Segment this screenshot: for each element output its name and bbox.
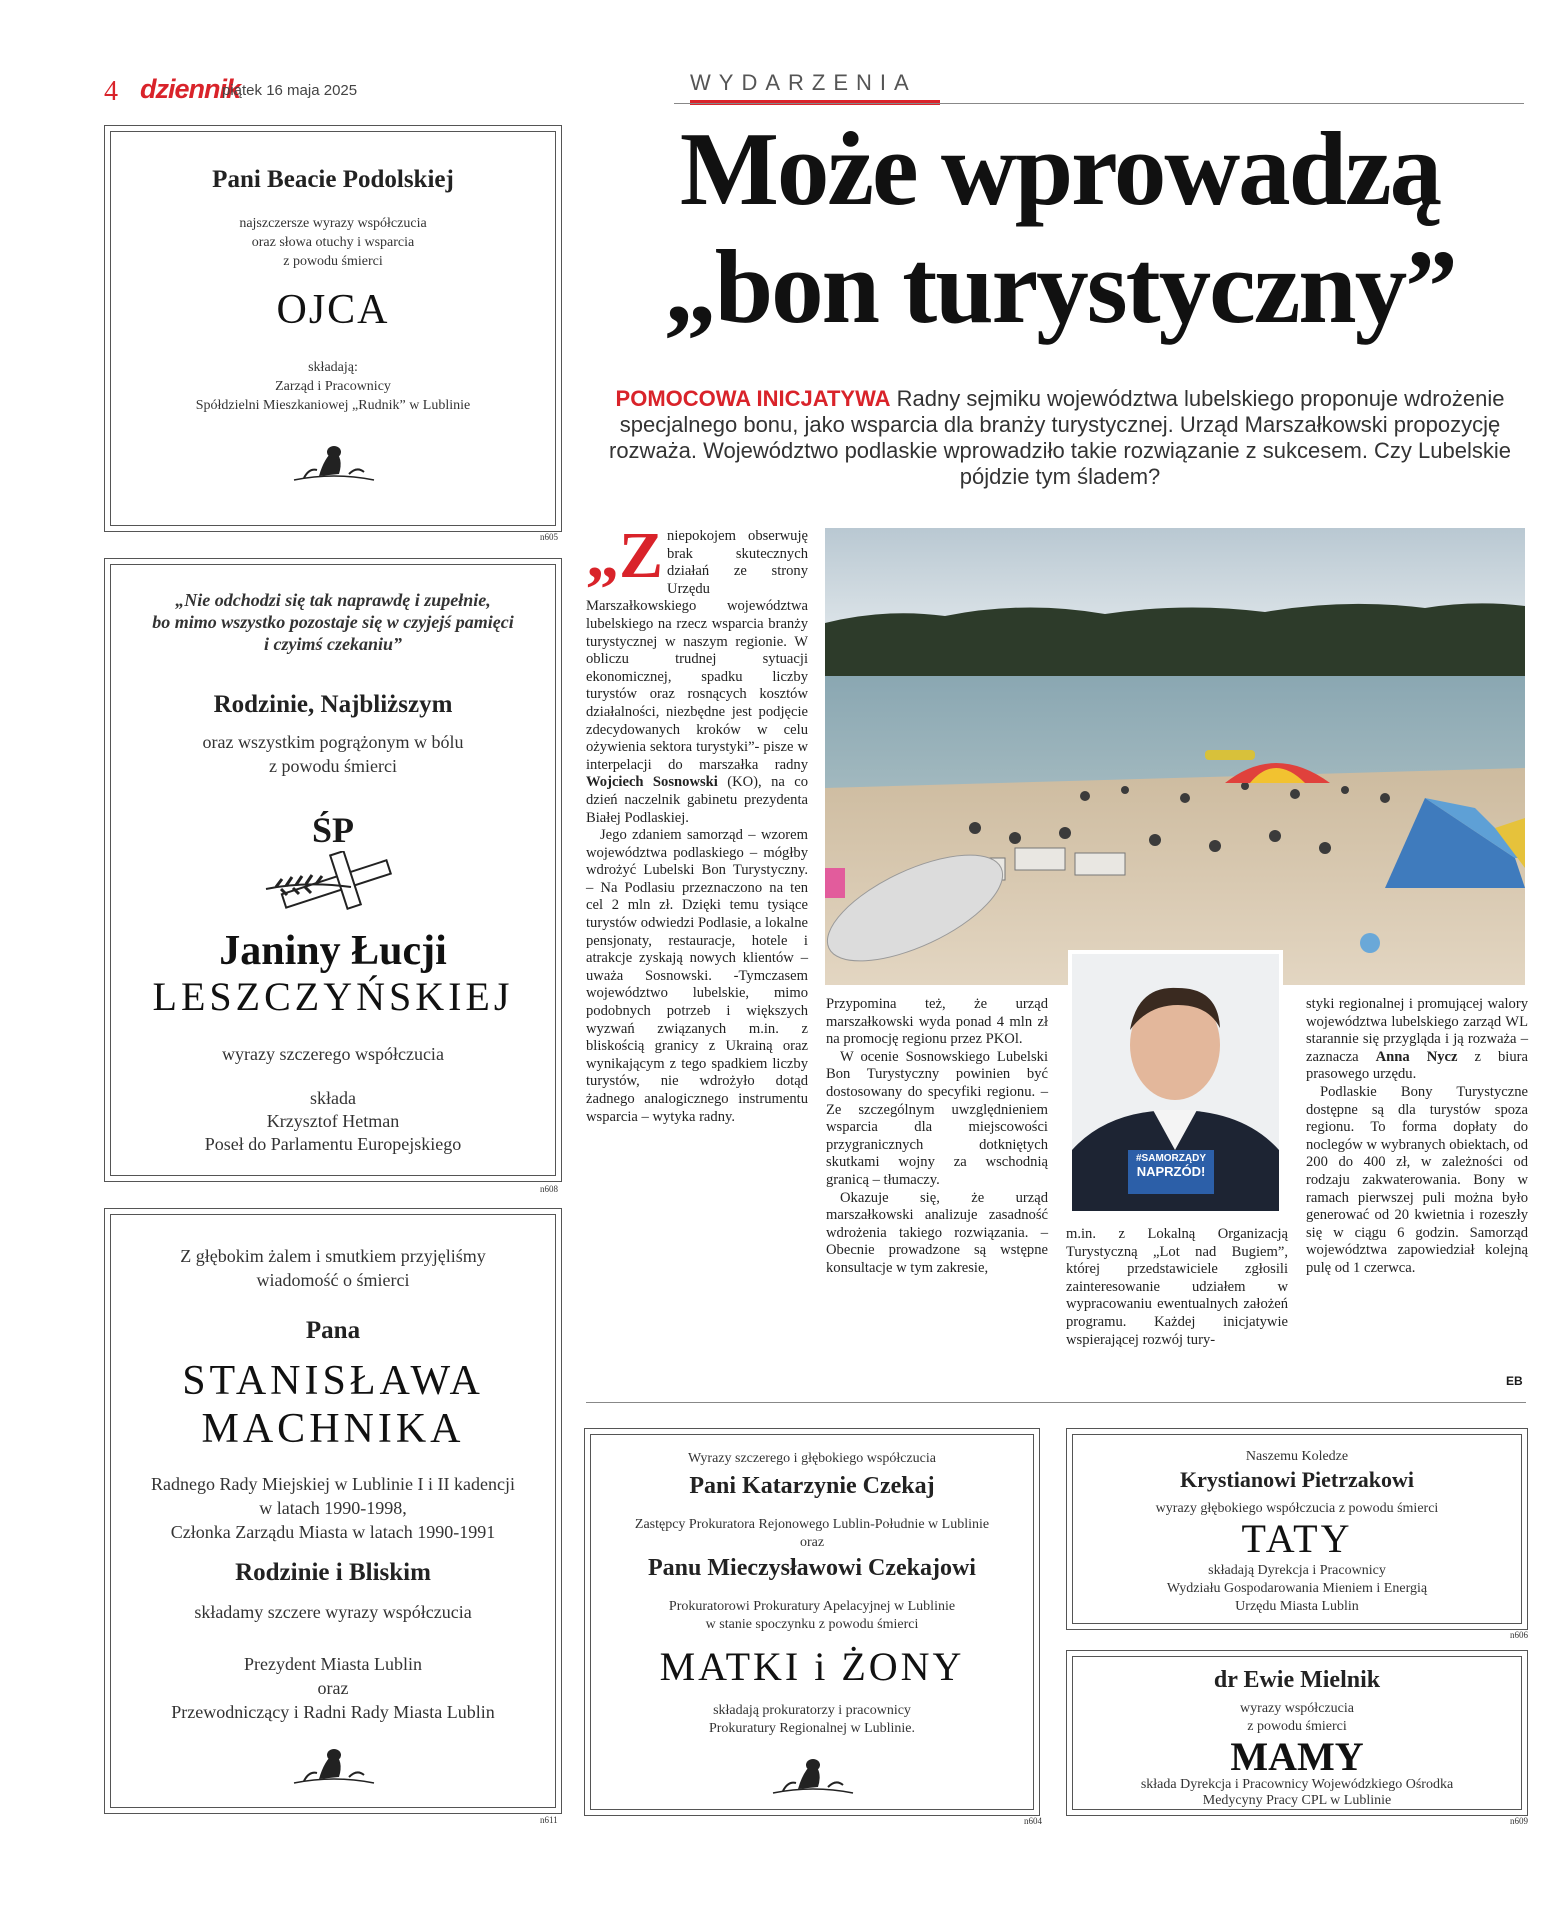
- obituary-text: Radnego Rady Miejskiej w Lublinie I i II kadencji: [151, 1474, 515, 1494]
- badge-line: #SAMORZĄDY: [1135, 1153, 1206, 1164]
- lead-text: Radny sejmiku województwa lubelskiego proponuje wdrożenie specjalnego bonu, jako wsparcia dla branży turystycznej. Urząd Marszałkowski propozycję rozważa. Województwo podlaskie wprowadziło takie rozwiązanie z sukcesem. Czy Lubelskie pójdzie tym śladem?: [609, 386, 1511, 489]
- obituary-signature: Przewodniczący i Radni Rady Miasta Lublin: [171, 1702, 495, 1722]
- obituary-signature: składają prokuratorzy i pracownicy: [713, 1703, 911, 1718]
- quote-line: „Nie odchodzi się tak naprawdę i zupełnie,: [175, 590, 491, 610]
- obituary-title: Pana: [305, 1317, 361, 1344]
- obituary-text: wyrazy współczucia: [1240, 1701, 1354, 1716]
- obituary-recipient: Panu Mieczysławowi Czekajowi: [648, 1555, 976, 1581]
- obituary-text: Prokuratorowi Prokuratury Apelacyjnej w Lublinie: [668, 1599, 956, 1614]
- newspaper-logo: dziennik: [140, 74, 241, 104]
- person-name: Wojciech Sosnowski: [586, 774, 718, 791]
- obituary-text: wiadomość o śmierci: [256, 1270, 410, 1290]
- page-number: 4: [104, 76, 118, 107]
- badge-line: NAPRZÓD!: [1136, 1164, 1206, 1179]
- ad-code: n606: [1510, 1630, 1528, 1640]
- lead-kicker: POMOCOWA INICJATYWA: [615, 386, 891, 411]
- article-text: z biura prasowego urzędu.: [1306, 1048, 1528, 1083]
- obituary-text: z powodu śmierci: [269, 756, 397, 776]
- obituary-text: w stanie spoczynku z powodu śmierci: [705, 1617, 919, 1632]
- flower-branch-icon: [289, 1743, 379, 1789]
- article-paragraph: W ocenie Sosnowskiego Lubelski Bon Turystyczny powinien być dostosowany do specyfiki regionu. – Ze szczególnym uwzględnieniem wsparcia dla miejscowości przygranicznych dotkniętych skutkami wojny za wschodnią granicą – tłumaczy.: [826, 1048, 1048, 1188]
- article-paragraph: Przypomina też, że urząd marszałkowski wyda ponad 4 mln zł na promocję regionu przez PKOl.: [826, 996, 1048, 1048]
- drop-cap: „Z: [586, 519, 664, 592]
- obituary-text: Wyrazy szczerego i głębokiego współczucia: [688, 1451, 936, 1466]
- obituary-signature: Urzędu Miasta Lublin: [1235, 1599, 1359, 1614]
- article-paragraph: m.in. z Lokalną Organizacją Turystyczną „Lot nad Bugiem”, której przedstawiciele zgłosili zainteresowanie udziałem w wypracowaniu ewentualnych założeń programu. Każdej inicjatywie wspierającej rozwój tury-: [1066, 1226, 1288, 1348]
- obituary-signature: Krzysztof Hetman: [266, 1111, 400, 1131]
- obituary-signature: Spółdzielni Mieszkaniowej „Rudnik” w Lublinie: [195, 398, 471, 413]
- quote-line: bo mimo wszystko pozostaje się w czyjejś pamięci: [152, 612, 514, 632]
- headline-line: Może wprowadzą: [679, 110, 1441, 227]
- obituary-text: wyrazy szczerego współczucia: [222, 1044, 444, 1064]
- obituary-text: w latach 1990-1998,: [259, 1498, 407, 1518]
- obituary-deceased-last: LESZCZYŃSKIEJ: [152, 974, 514, 1019]
- obituary-frame-machnik: [110, 1214, 556, 1808]
- obituary-text: oraz wszystkim pogrążonym w bólu: [202, 732, 464, 752]
- obituary-text: Zastępcy Prokuratora Rejonowego Lublin-Południe w Lublinie: [634, 1517, 990, 1532]
- obituary-signature: Prokuratury Regionalnej w Lublinie.: [708, 1721, 916, 1736]
- obituary-recipient: Rodzinie, Najbliższym: [213, 691, 453, 718]
- section-title: WYDARZENIA: [690, 70, 917, 95]
- obituary-text: z powodu śmierci: [1247, 1719, 1347, 1734]
- ad-code: n609: [1510, 1816, 1528, 1826]
- obituary-text: Członka Zarządu Miasta w latach 1990-1991: [170, 1522, 496, 1542]
- article-text: niepokojem obserwuję brak skutecznych działań ze strony Urzędu Marszałkowskiego województwa lubelskiego na rzecz wsparcia branży turystycznej w naszym regionie. W obliczu trudnej sytuacji ekonomicznej, spadku liczby turystów oraz rosnących kosztów działalności, niezbędne jest podjęcie zdecydowanych kroków w celu ożywienia sektora turystyki”- pisze w interpelacji do marszałka radny: [586, 528, 808, 773]
- header-rule: [674, 103, 1524, 104]
- obituary-frame-podolska: [110, 131, 556, 526]
- obituary-deceased-first: Janiny Łucji: [219, 928, 447, 974]
- obituary-deceased: TATY: [1241, 1516, 1353, 1561]
- article-paragraph: Jego zdaniem samorząd – wzorem województwa podlaskiego – mógłby wdrożyć Lubelski Bon Turystyczny. – Na Podlasiu przeznaczono na ten cel 2 mln zł. Dzięki temu tysiące turystów odwiedzi Podlasie, a lokalne pensjonaty, restauracje, hotele i atrakcje zyskają nowych klientów – uważa Sosnowski. -Tymczasem województwo lubelskie, mimo podobnych potrzeb i większych wyzwań związanych m.in. z bliskością granicy z Ukrainą oraz wynikającym z tego spadkiem liczby turystów, nie wdrożyło dotąd żadnego analogicznego instrumentu wsparcia – wytyka radny.: [586, 827, 808, 1125]
- article-column-2: [826, 996, 1048, 1278]
- ad-code: n611: [540, 1815, 558, 1825]
- obituary-signature: Zarząd i Pracownicy: [275, 379, 391, 394]
- author-signature: EB: [1506, 1374, 1523, 1388]
- obituary-text: Z głębokim żalem i smutkiem przyjęliśmy: [180, 1246, 486, 1266]
- obituary-recipient: Rodzinie i Bliskim: [235, 1559, 431, 1586]
- campaign-badge: [1128, 1153, 1214, 1179]
- obituary-signature: oraz: [317, 1678, 349, 1698]
- obituary-frame-czekaj: [590, 1434, 1034, 1810]
- obituary-text: z powodu śmierci: [283, 254, 383, 269]
- article-divider: [586, 1402, 1526, 1403]
- obituary-sp: ŚP: [311, 810, 354, 850]
- obituary-signature: Medycyny Pracy CPL w Lublinie: [1202, 1793, 1392, 1808]
- obituary-frame-mielnik: [1072, 1656, 1522, 1810]
- article-column-1: [586, 519, 809, 1126]
- obituary-quote: [111, 589, 555, 655]
- obituary-signature: Poseł do Parlamentu Europejskiego: [204, 1134, 462, 1154]
- obituary-text: składamy szczere wyrazy współczucia: [194, 1602, 472, 1622]
- obituary-deceased: MAMY: [1230, 1734, 1364, 1779]
- beach-photo: [825, 528, 1525, 985]
- ad-code: n605: [540, 532, 558, 542]
- obituary-frame-leszczynska: [110, 564, 556, 1176]
- obituary-text: oraz słowa otuchy i wsparcia: [251, 235, 415, 250]
- obituary-recipient: dr Ewie Mielnik: [1213, 1667, 1381, 1693]
- article-headline: [580, 110, 1540, 346]
- ad-code: n608: [540, 1184, 558, 1194]
- obituary-deceased: OJCA: [276, 287, 390, 333]
- obituary-signature: składa: [310, 1088, 356, 1108]
- obituary-deceased-last: MACHNIKA: [201, 1406, 465, 1452]
- obituary-text: oraz: [799, 1535, 825, 1550]
- headline-line: „bon turystyczny”: [664, 228, 1456, 345]
- article-paragraph: Podlaskie Bony Turystyczne dostępne są dla turystów spoza regionu. To forma dopłaty do noclegów w wybranych obiektach, od 200 do 400 zł, w zależności od rodzaju zakwaterowania. Bony w ramach pierwszej puli można było generować od 20 kwietnia i rozeszły się w ciągu 6 godzin. Samorząd województwa zapowiedział kolejną pulę od 1 czerwca.: [1306, 1083, 1528, 1276]
- issue-date: piątek 16 maja 2025: [222, 82, 358, 99]
- ad-code: n604: [1024, 1816, 1042, 1826]
- flower-branch-icon: [289, 440, 379, 486]
- obituary-recipient: Pani Beacie Podolskiej: [212, 166, 454, 193]
- obituary-text: najszczersze wyrazy współczucia: [239, 216, 427, 231]
- quote-line: i czyimś czekaniu”: [264, 634, 402, 654]
- obituary-signature: składają Dyrekcja i Pracownicy: [1208, 1563, 1386, 1578]
- article-column-4: [1306, 996, 1528, 1278]
- obituary-signature: Prezydent Miasta Lublin: [244, 1654, 422, 1674]
- obituary-recipient: Krystianowi Pietrzakowi: [1179, 1467, 1415, 1492]
- article-column-3: [1066, 1226, 1288, 1349]
- article-paragraph: Okazuje się, że urząd marszałkowski analizuje zasadność wdrożenia takiego rozwiązania. – Obecnie prowadzone są wstępne konsultacje w tym zakresie,: [826, 1189, 1048, 1276]
- page-header: [104, 70, 1524, 106]
- cross-icon: [261, 851, 411, 915]
- obituary-recipient: Pani Katarzynie Czekaj: [689, 1473, 935, 1499]
- obituary-frame-pietrzak: [1072, 1434, 1522, 1624]
- article-text: styki regionalnej i promującej walory województwa lubelskiego zarząd WL starannie się przygląda i ją rozważa – zaznacza: [1306, 996, 1528, 1065]
- obituary-deceased-first: STANISŁAWA: [182, 1358, 484, 1404]
- obituary-signature: Wydziału Gospodarowania Mieniem i Energią: [1166, 1581, 1428, 1596]
- obituary-deceased: MATKI i ŻONY: [659, 1644, 965, 1689]
- person-name: Anna Nycz: [1375, 1048, 1458, 1065]
- flower-branch-icon: [768, 1753, 858, 1799]
- obituary-text: Naszemu Koledze: [1245, 1449, 1349, 1464]
- article-lead: [585, 386, 1535, 490]
- obituary-signature: składa Dyrekcja i Pracownicy Wojewódzkiego Ośrodka: [1140, 1777, 1454, 1792]
- obituary-text: wyrazy głębokiego współczucia z powodu śmierci: [1155, 1501, 1439, 1516]
- obituary-signature: składają:: [308, 360, 358, 375]
- article-text: (KO), na co dzień naczelnik gabinetu prezydenta Białej Podlaskiej.: [586, 774, 809, 826]
